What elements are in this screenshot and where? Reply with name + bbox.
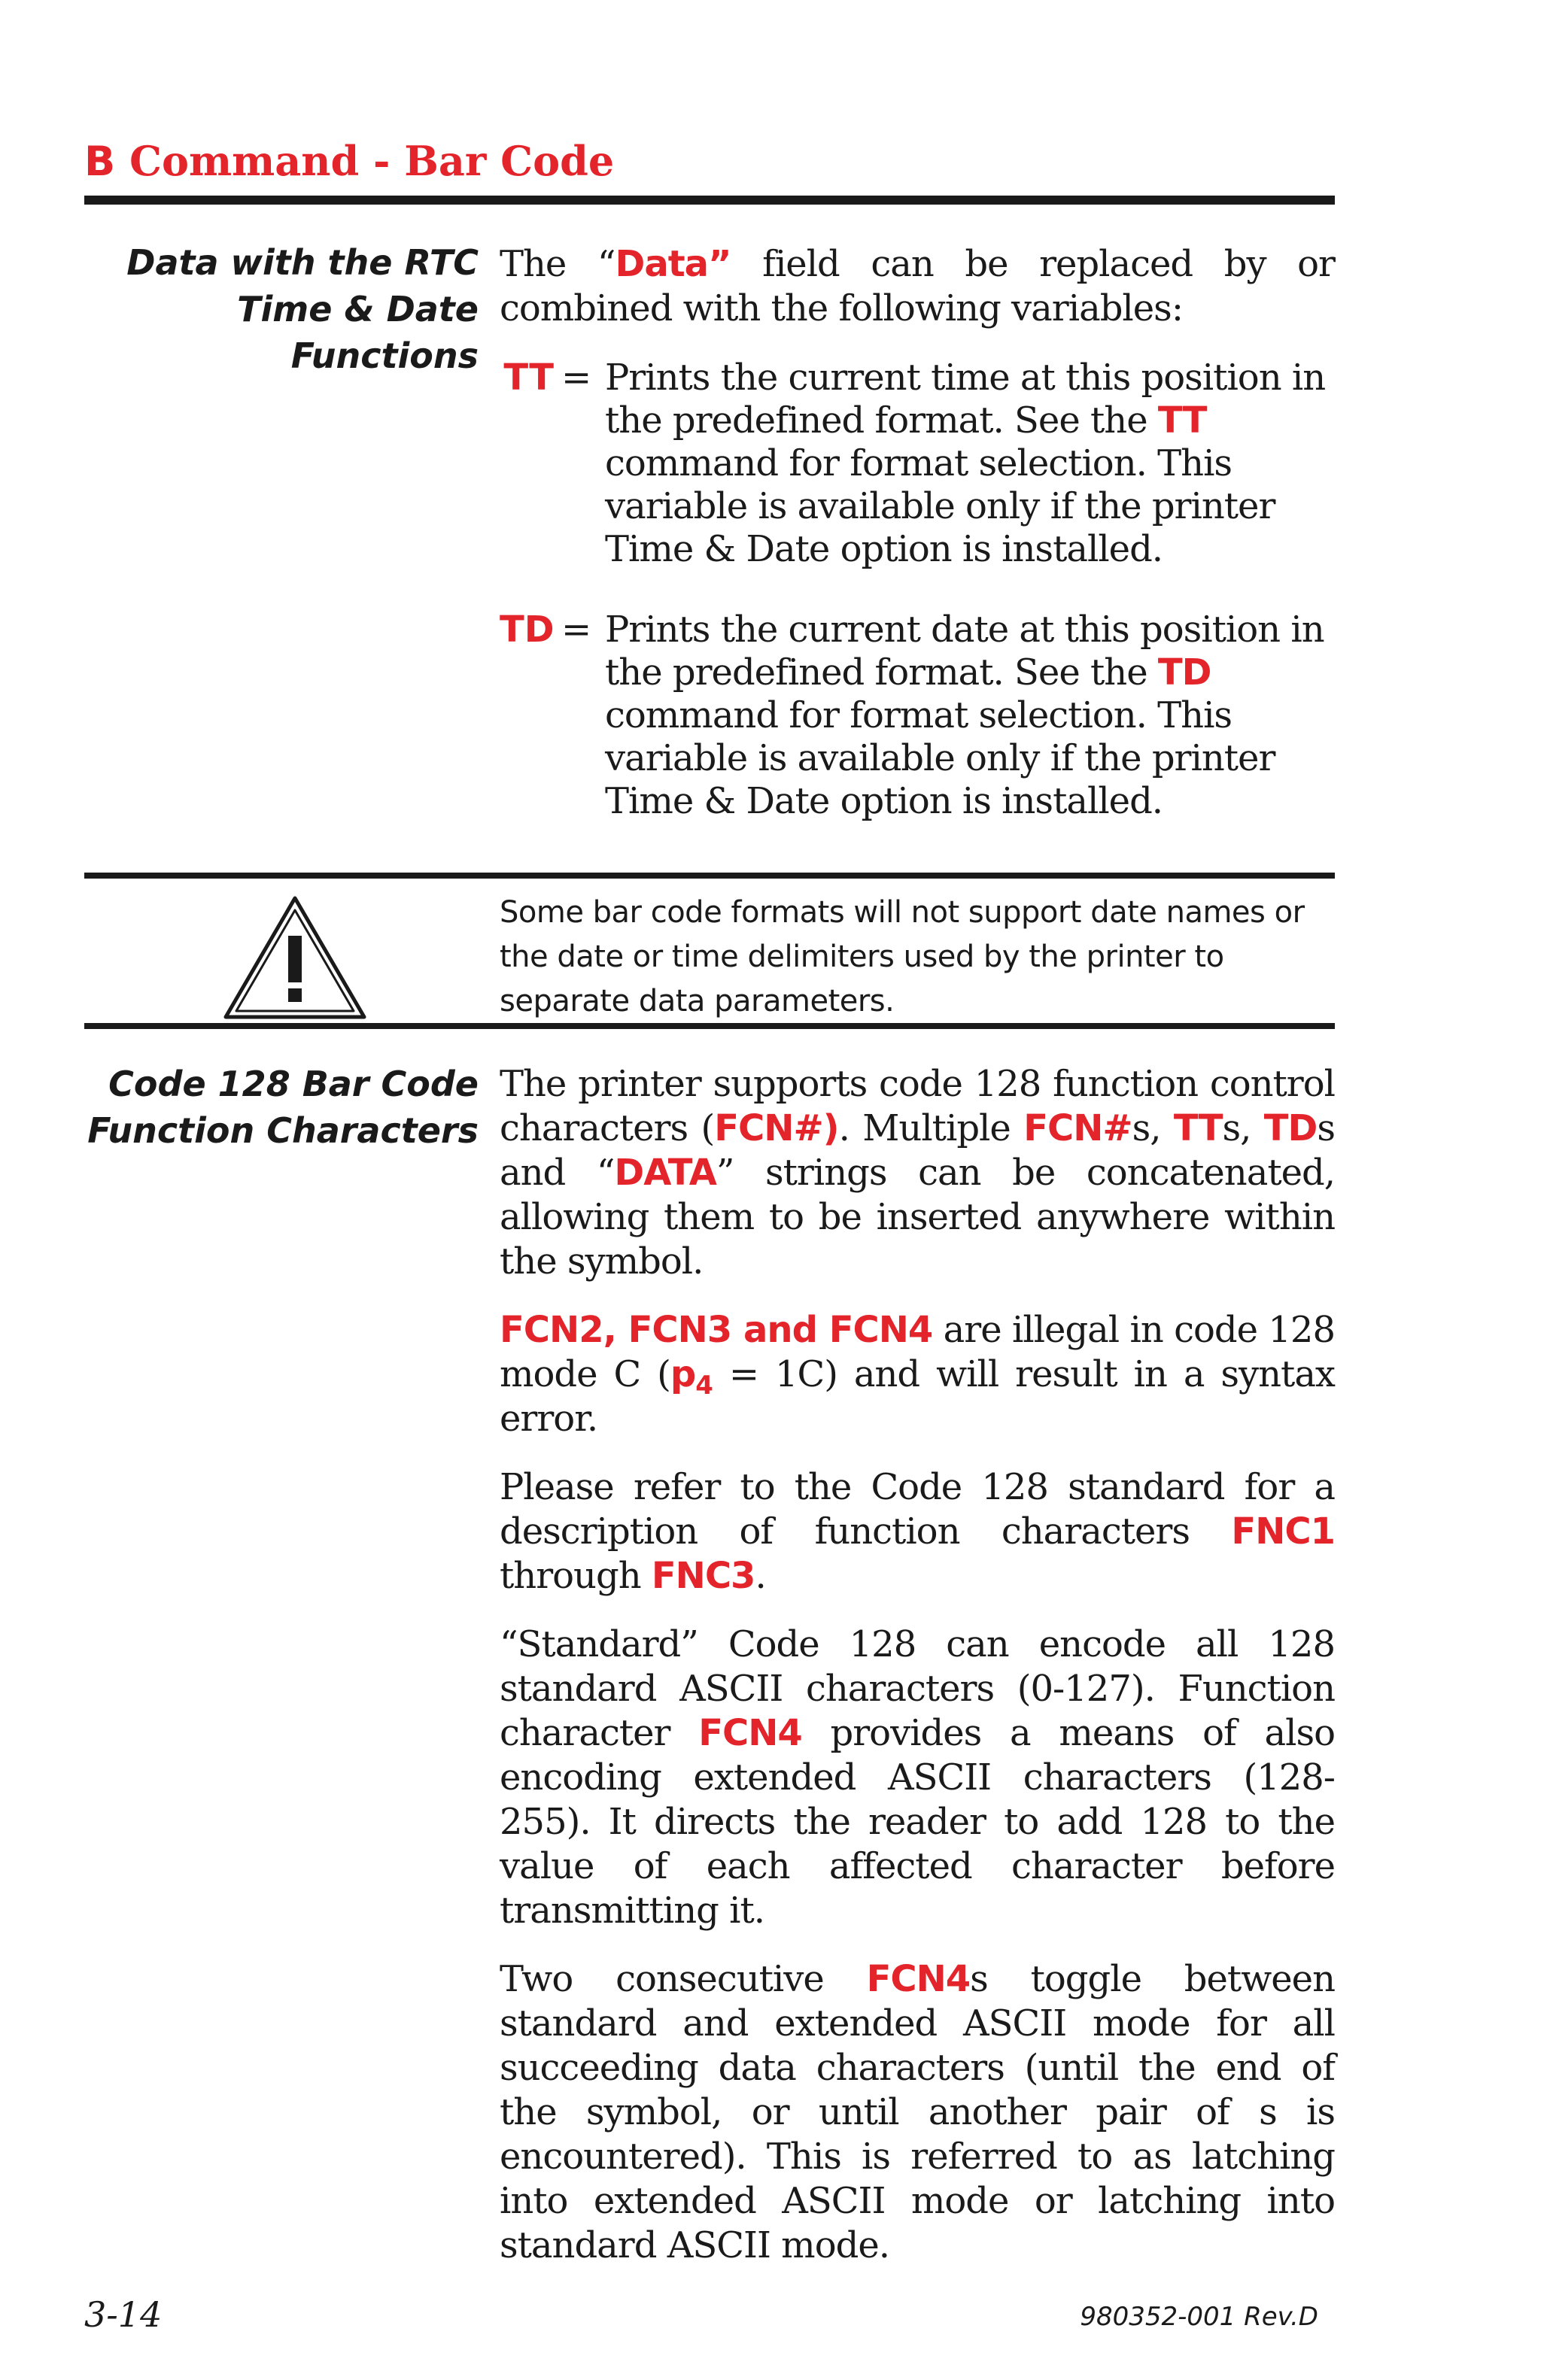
equals-sign: = — [561, 609, 592, 651]
paragraph: Please refer to the Code 128 standard for a description of function characters FNC1 through FNC3. — [500, 1466, 1335, 1597]
side-line: Function Characters — [87, 1110, 479, 1151]
rtc-section-heading — [84, 239, 479, 379]
warning-triangle-icon — [220, 892, 370, 1025]
variable-term: TD — [500, 609, 555, 651]
side-line: Time & Date — [237, 289, 479, 329]
equals-sign: = — [561, 357, 592, 399]
caution-bottom-rule — [84, 1023, 1335, 1029]
data-keyword: Data” — [615, 243, 731, 285]
caution-text: Some bar code formats will not support date names or the date or time delimiters used by the printer to separate data parameters. — [500, 895, 1305, 1018]
variable-term: TT — [503, 357, 554, 399]
paragraph: FCN2, FCN3 and FCN4 are illegal in code 128 mode C $(p_4 = 1C)$ and will result in a syntax error. — [500, 1309, 1335, 1440]
paragraph: Two consecutive FCN4s toggle between standard and extended ASCII mode for all succeeding data characters (until the end of the symbol, or until another pair of s is encountered). This is referred to as latching into extended ASCII mode or latching into standard ASCII mode. — [500, 1958, 1335, 2266]
paragraph: The printer supports code 128 function control characters (FCN#). Multiple FCN#s, TTs, TDs and “DATA” strings can be concatenated, allowing them to be inserted anywhere within the symbol. — [500, 1063, 1336, 1283]
command-letter: B — [84, 138, 116, 185]
paragraph: “Standard” Code 128 can encode all 128 standard ASCII characters (0-127). Function character FCN4 provides a means of also encoding extended ASCII characters (128-255). It directs the reader to add 128 to the value of each affected character before transmitting it. — [500, 1623, 1335, 1932]
code128-section-heading — [84, 1061, 479, 1154]
side-line: Code 128 Bar Code — [108, 1064, 479, 1104]
variable-description: Prints the current date at this position in the predefined format. See the TD command for format selection. This variable is available only if the printer Time & Date option is installed. — [605, 609, 1324, 822]
page-title-text: Command - Bar Code — [115, 137, 615, 185]
side-line: Functions — [290, 335, 479, 376]
header-rule — [84, 196, 1335, 205]
variable-tt — [500, 357, 1335, 571]
variable-description: Prints the current time at this position in the predefined format. See the TT command for format selection. This variable is available only if the printer Time & Date option is installed. — [605, 357, 1326, 570]
page-title — [84, 137, 614, 185]
rtc-section-body — [500, 242, 1335, 861]
page-number: 3-14 — [84, 2294, 163, 2335]
caution-top-rule — [84, 873, 1335, 879]
code128-section-body — [500, 1062, 1335, 2292]
variable-td — [500, 609, 1335, 823]
side-line: Data with the RTC — [126, 242, 479, 283]
variable-list — [500, 357, 1335, 823]
document-number: 980352-001 Rev.D — [1080, 2302, 1318, 2332]
rtc-intro: The “Data” field can be replaced by or combined with the following variables: — [500, 243, 1335, 329]
